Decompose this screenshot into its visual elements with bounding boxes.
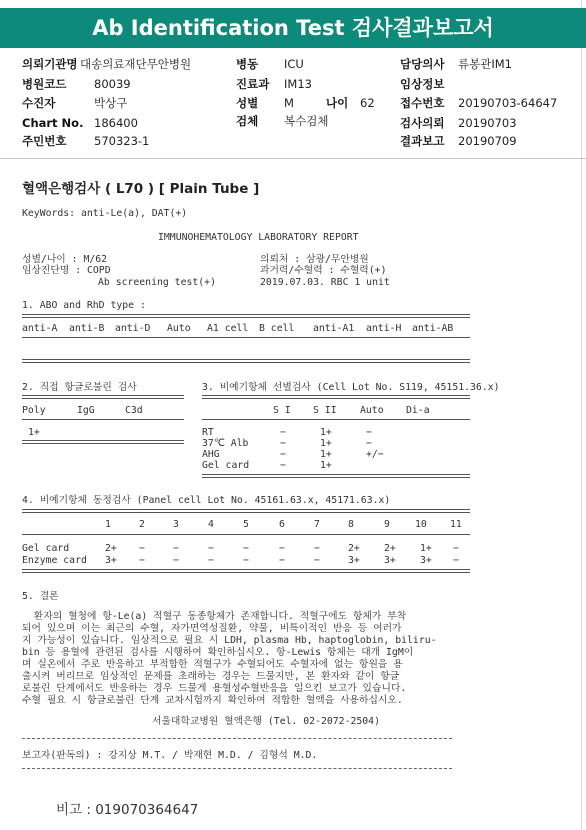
panel-col: 4 <box>208 519 214 530</box>
screening-mid-rule <box>202 419 470 420</box>
sex-age-row <box>236 96 375 110</box>
panel-cell: − <box>453 555 459 566</box>
transfusion-history: 과거력/수혈력 : 수혈력(+) <box>260 265 387 276</box>
panel-col: 3 <box>173 519 179 530</box>
panel-col: 7 <box>314 519 320 530</box>
specimen-label: 검체 <box>236 114 259 128</box>
code-value: 80039 <box>94 77 131 91</box>
abo-col-5: B cell <box>259 323 295 334</box>
dat-top-rule <box>22 395 184 399</box>
panel-col: 2 <box>139 519 145 530</box>
report-heading: IMMUNOHEMATOLOGY LABORATORY REPORT <box>158 232 359 243</box>
screening-row-label: 37℃ Alb <box>202 438 249 449</box>
panel-cell: − <box>173 543 179 554</box>
dat-col-poly: Poly <box>22 405 46 416</box>
identification-heading: 4. 비예기항체 동정검사 (Panel cell Lot No. 45161.63.x, 45171.63.x) <box>22 495 391 506</box>
screening-row-label: RT <box>202 427 214 438</box>
dat-col-igg: IgG <box>77 405 95 416</box>
conclusion-heading: 5. 결론 <box>22 591 59 602</box>
report-value: 20190709 <box>458 134 517 148</box>
chart-value: 186400 <box>94 116 138 130</box>
reporter-line: 보고자(판독의) : 강지상 M.T. / 박재현 M.D. / 김형석 M.D. <box>22 750 318 761</box>
identification-mid-rule <box>22 534 470 535</box>
specimen-row <box>236 114 329 128</box>
abo-col-7: anti-H <box>366 323 402 334</box>
panel-row-label: Gel card <box>22 543 70 554</box>
transfusion-date: 2019.07.03. RBC 1 unit <box>260 277 390 288</box>
dat-poly-value: 1+ <box>28 427 40 438</box>
conclusion-line: 출시켜 버리므로 임상적인 문제를 초래하는 경우는 드물지만, 본 환자와 같이 항글 <box>22 671 400 682</box>
abo-mid-rule <box>22 337 470 338</box>
abo-col-2: anti-D <box>115 323 151 334</box>
panel-col: 6 <box>279 519 285 530</box>
request-label: 검사의뢰 <box>400 116 445 130</box>
panel-col: 1 <box>105 519 111 530</box>
dept-row <box>236 77 312 91</box>
page-edge <box>581 0 582 830</box>
dat-col-c3d: C3d <box>125 405 143 416</box>
sex-label: 성별 <box>236 96 259 110</box>
panel-cell: − <box>139 543 145 554</box>
patient-sex-age: 성별/나이 : M/62 <box>22 254 108 265</box>
abo-col-4: A1 cell <box>207 323 249 334</box>
panel-cell: − <box>453 543 459 554</box>
panel-cell: 1+ <box>420 543 432 554</box>
doctor-label: 담당의사 <box>400 57 445 71</box>
requester: 의뢰처 : 삼광/무안병원 <box>260 254 369 265</box>
screening-cell: − <box>280 438 286 449</box>
abo-col-0: anti-A <box>22 323 58 334</box>
panel-cell: − <box>139 555 145 566</box>
abo-col-8: anti-AB <box>412 323 454 334</box>
panel-cell: 2+ <box>348 543 360 554</box>
report-row <box>400 134 517 148</box>
abo-col-1: anti-B <box>69 323 105 334</box>
dept-value: IM13 <box>284 77 312 91</box>
receipt-value: 20190703-64647 <box>458 96 558 110</box>
screening-col-auto: Auto <box>360 405 384 416</box>
dat-heading: 2. 직접 항글로불린 검사 <box>22 382 137 393</box>
panel-cell: − <box>314 555 320 566</box>
patient-value: 박상구 <box>94 96 128 110</box>
specimen-value: 복수검체 <box>284 114 329 128</box>
panel-cell: − <box>279 555 285 566</box>
abo-bottom-rule <box>22 359 470 363</box>
conclusion-line: bin 등 용혈에 관련된 검사를 시행하여 확인하십시오. 항-Lewis 항체는 대개 IgM이 <box>22 647 414 658</box>
screening-col-s2: S II <box>313 405 337 416</box>
screening-row-label: AHG <box>202 449 220 460</box>
report-title-bar: Ab Identification Test 검사결과보고서 <box>0 8 586 48</box>
panel-col: 10 <box>415 519 427 530</box>
dat-mid-rule <box>22 419 184 420</box>
screen-summary: Ab screening test(+) <box>98 277 216 288</box>
panel-cell: − <box>314 543 320 554</box>
ward-value: ICU <box>284 57 304 71</box>
panel-col: 11 <box>450 519 462 530</box>
panel-cell: − <box>208 543 214 554</box>
conclusion-line: 되어 있으며 이는 최근의 수혈, 자가면역성질환, 약물, 비특이적인 반응 등 여러가 <box>22 623 402 634</box>
chart-row <box>22 116 138 130</box>
screening-top-rule <box>202 395 470 399</box>
report-label: 결과보고 <box>400 134 445 148</box>
screening-cell: − <box>280 449 286 460</box>
abo-top-rule <box>22 314 470 318</box>
panel-cell: 3+ <box>105 555 117 566</box>
ward-label: 병동 <box>236 57 259 71</box>
dept-label: 진료과 <box>236 77 270 91</box>
screening-row-label: Gel card <box>202 460 250 471</box>
screening-col-s1: S I <box>273 405 291 416</box>
reporter-top-rule <box>22 738 452 739</box>
chart-label: Chart No. <box>22 116 84 130</box>
panel-cell: 2+ <box>105 543 117 554</box>
code-label: 병원코드 <box>22 77 67 91</box>
panel-cell: − <box>243 543 249 554</box>
abo-col-6: anti-A1 <box>313 323 355 334</box>
panel-cell: 3+ <box>384 555 396 566</box>
panel-col: 8 <box>348 519 354 530</box>
screening-cell: − <box>366 427 372 438</box>
resident-value: 570323-1 <box>94 134 150 148</box>
code-row <box>22 77 131 91</box>
conclusion-line: 로불린 단계에서도 반응하는 경우 드물게 용혈성수혈반응을 일으킨 보고가 있습니다. <box>22 683 407 694</box>
abo-heading: 1. ABO and RhD type : <box>22 300 146 311</box>
reporter-bottom-rule <box>22 768 452 769</box>
panel-cell: − <box>173 555 179 566</box>
panel-cell: 2+ <box>384 543 396 554</box>
header-separator <box>0 158 586 159</box>
patient-row <box>22 96 128 110</box>
conclusion-line: 수혈 필요 시 항글로불린 단계 교차시험까지 확인하여 적합한 혈액을 사용하십시오. <box>22 695 403 706</box>
screening-cell: +/− <box>366 449 384 460</box>
screening-cell: 1+ <box>320 460 332 471</box>
screening-bottom-rule <box>202 474 470 478</box>
panel-cell: − <box>243 555 249 566</box>
receipt-row <box>400 96 558 110</box>
hospital-label: 의뢰기관명 <box>22 57 78 71</box>
conclusion-line: 환자의 혈청에 항-Le(a) 적혈구 동종항체가 존재합니다. 적혈구에도 항체가 부착 <box>22 611 407 622</box>
abo-col-3: Auto <box>167 323 191 334</box>
panel-cell: 3+ <box>420 555 432 566</box>
clinical-label: 임상정보 <box>400 77 445 91</box>
identification-bottom-rule <box>22 569 470 573</box>
panel-row-label: Enzyme card <box>22 555 87 566</box>
screening-cell: − <box>280 460 286 471</box>
clinical-row <box>400 77 444 91</box>
keywords: KeyWords: anti-Le(a), DAT(+) <box>22 208 188 219</box>
section-title: 혈액은행검사 ( L70 ) [ Plain Tube ] <box>22 181 260 197</box>
panel-cell: 3+ <box>348 555 360 566</box>
screening-cell: − <box>280 427 286 438</box>
panel-col: 9 <box>384 519 390 530</box>
panel-cell: − <box>208 555 214 566</box>
conclusion-line: 지 가능성이 있습니다. 임상적으로 필요 시 LDH, plasma Hb, haptoglobin, biliru- <box>22 635 437 646</box>
receipt-label: 접수번호 <box>400 96 445 110</box>
age-label: 나이 <box>326 96 349 110</box>
age-value: 62 <box>360 96 375 110</box>
conclusion-line: 며 실온에서 주로 반응하고 부적합한 적혈구가 수혈되어도 수혈자에 없는 항원을 용 <box>22 659 403 670</box>
hospital-value: 대송의료재단무안병원 <box>80 57 192 71</box>
doctor-value: 류봉관IM1 <box>458 57 512 71</box>
screening-col-dia: Di-a <box>406 405 430 416</box>
resident-row <box>22 134 150 148</box>
screening-heading: 3. 비예기항체 선별검사 (Cell Lot No. S119, 45151.36.x) <box>202 382 500 393</box>
resident-label: 주민번호 <box>22 134 67 148</box>
panel-cell: − <box>279 543 285 554</box>
doctor-row <box>400 57 512 71</box>
patient-label: 수진자 <box>22 96 56 110</box>
identification-top-rule <box>22 509 470 513</box>
screening-cell: 1+ <box>320 438 332 449</box>
panel-col: 5 <box>243 519 249 530</box>
screening-cell: 1+ <box>320 427 332 438</box>
lab-contact: 서울대학교병원 혈액은행 (Tel. 02-2072-2504) <box>152 716 380 727</box>
patient-diagnosis: 임상진단명 : COPD <box>22 265 111 276</box>
request-value: 20190703 <box>458 116 517 130</box>
remarks: 비고 : 019070364647 <box>56 802 199 818</box>
request-row <box>400 116 517 130</box>
screening-cell: 1+ <box>320 449 332 460</box>
dat-bottom-rule <box>22 440 184 444</box>
ward-row <box>236 57 304 71</box>
screening-cell: − <box>366 438 372 449</box>
hospital-row <box>22 57 192 71</box>
sex-value: M <box>284 96 294 110</box>
